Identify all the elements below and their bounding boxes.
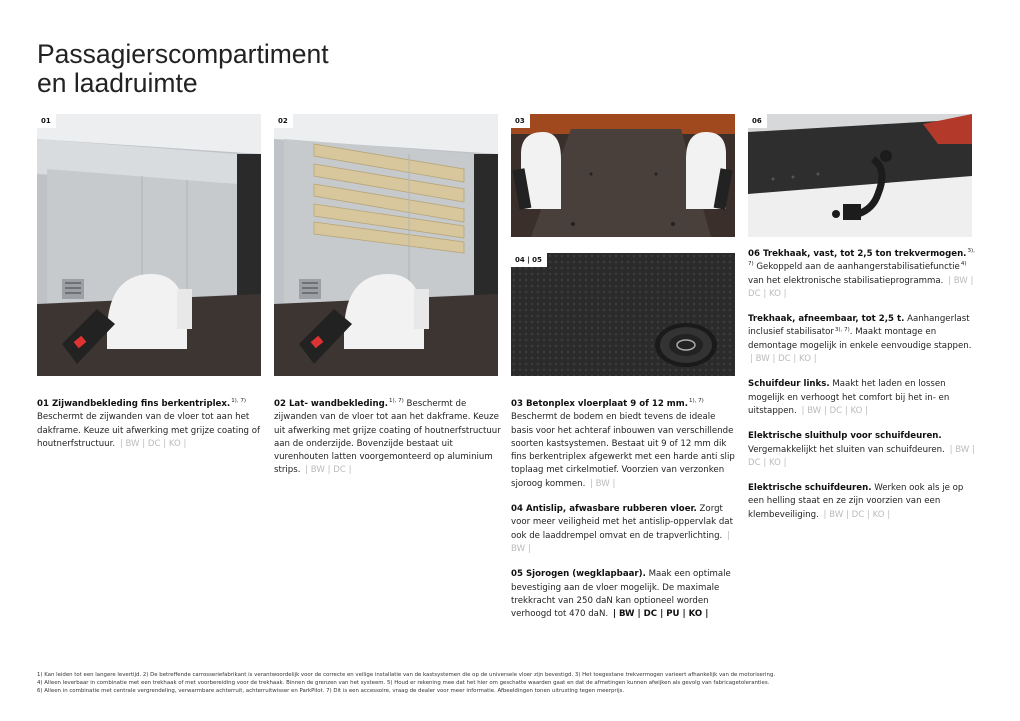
feature-body: Vergemakkelijkt het sluiten van schuifdeuren. [748,444,945,455]
model-codes: | BW | [590,478,616,489]
feature-body: Werken ook als je op een helling staat en ze zijn voorzien van een klembeveiliging. [748,483,964,520]
footnote-ref: 3), 7) [748,248,975,268]
model-codes: | BW | DC | KO | [748,444,975,468]
feature-heading: Elektrische sluithulp voor schuifdeuren. [748,431,942,442]
feature-body: Gekoppeld aan de aanhangerstabilisatiefunctie [756,262,960,273]
footnote-line: 1) Kan leiden tot een langere levertijd. 2) De betreffende carrosseriefabrikant is verantwoordelijk voor de correcte en veilige installatie van de kastsystemen die op de universele vloer zijn bevestigd. 3) Het toegestane trekvermogen varieert afhankelijk van de motorisering. [37,672,776,678]
footnote-line: 4) Alleen leverbaar in combinatie met een trekhaak of met voorbereiding voor de trekhaak. Binnen de grenzen van het systeem. 5) Houd er rekening mee dat het hier om geschatte waarden gaat en dat de afmetingen kunnen afwijken als gevolg van fabricagetoleranties. [37,680,770,686]
feature-body: Maakt het laden en lossen mogelijk en verhoogt het comfort bij het in- en uitstappen. [748,379,950,416]
photo-number-label: 04 | 05 [511,253,547,267]
feature-heading: 02 Lat- wandbekleding. [274,399,389,409]
feature-body-cont: van het elektronische stabilisatieprogramma. [748,275,944,286]
feature-heading: Schuifdeur links. [748,379,830,390]
footnote-ref: 1), 7) [389,398,404,405]
feature-detachable-hitch [748,313,976,366]
photo-number-label: 06 [748,114,767,128]
text-column-4 [748,248,976,534]
photo-number-label: 03 [511,114,530,128]
model-codes: | BW | [511,530,730,554]
feature-body: Aanhangerlast inclusief stabilisator [748,314,970,338]
footnote-ref: 1), 7) [231,398,246,405]
footnote-line: 6) Alleen in combinatie met centrale vergrendeling, verwarmbare achterruit, achterruitwisser en ParkPilot. 7) Dit is een accessoire, vraag de dealer voor meer informatie. Afbeeldingen tonen uitrusting tegen meerprijs. [37,688,625,694]
page-title [37,40,329,98]
footnote-ref: 1), 7) [688,398,704,405]
wall-panels-photo [37,114,261,376]
feature-body: Zorgt voor meer veiligheid met het antislip-oppervlak dat ook de laaddrempel omvat en de trapverlichting. [511,504,733,541]
feature-04 [511,503,739,556]
rubber-floor-photo [511,253,735,376]
feature-02 [274,398,502,478]
text-column-3 [511,398,739,633]
feature-01 [37,398,261,451]
tow-hitch-photo [748,114,972,237]
feature-electric-sliding-doors [748,482,976,522]
feature-heading: Trekhaak, afneembaar, tot 2,5 t. [748,314,905,325]
plywood-floor-photo [511,114,735,237]
feature-05 [511,568,739,621]
footnote-ref: 3), 7) [834,326,850,333]
model-codes: | BW | DC | PU | KO | [612,609,709,620]
feature-heading: 04 Antislip, afwasbare rubberen vloer. [511,504,697,515]
feature-heading: 06 Trekhaak, vast, tot 2,5 ton trekvermogen. [748,249,967,259]
feature-body: Beschermt de bodem en biedt tevens de ideale basis voor het achteraf inbouwen van verschillende soorten kastsystemen. Bestaat uit 9 of 12 mm dik fins berkentriplex afgewerkt met een harde anti slip toplaag met cirkelmotief. Voorzien van verzonken sjoroog kommen. [511,412,735,489]
feature-06 [748,248,976,301]
feature-heading: 01 Zijwandbekleding fins berkentriplex. [37,399,231,409]
model-codes: | BW | DC | KO | [823,509,891,520]
feature-heading: 05 Sjorogen (wegklapbaar). [511,569,646,580]
feature-sliding-door-left [748,378,976,418]
photo-number-label: 01 [37,114,56,128]
feature-body: Maak een optimale bevestiging aan de vloer mogelijk. De maximale trekkracht van 250 daN kan optioneel worden verhoogd tot 470 daN. [511,569,731,620]
feature-body-cont: . Maakt montage en demontage mogelijk in enkele eenvoudige stappen. [748,327,972,351]
feature-heading: Elektrische schuifdeuren. [748,483,872,494]
model-codes: | BW | DC | KO | [119,438,187,449]
feature-03 [511,398,739,491]
title-line-2: en laadruimte [37,68,198,98]
feature-body: Beschermt de zijwanden van de vloer tot aan het dakframe. Keuze uit afwerking met grijze coating of houtnerfstructuur aan de onderzijde. Bovenzijde bestaat uit vurenhouten latten voorgemonteerd op aluminium strips. [274,399,501,476]
feature-body: Beschermt de zijwanden van de vloer tot aan het dakframe. Keuze uit afwerking met grijze coating of houtnerfstructuur. [37,412,261,449]
model-codes: | BW | DC | KO | [750,354,817,365]
model-codes: | BW | DC | [305,465,352,476]
footnote-ref: 4) [960,261,967,268]
text-column-2 [274,398,502,490]
footnotes [37,671,997,695]
model-codes: | BW | DC | KO | [801,405,869,416]
photo-number-label: 02 [274,114,293,128]
text-column-1 [37,398,261,463]
feature-soft-close [748,430,976,470]
model-codes: | BW | DC | KO | [748,275,974,299]
title-line-1: Passagierscompartiment [37,39,329,69]
feature-heading: 03 Betonplex vloerplaat 9 of 12 mm. [511,399,688,409]
wood-slats-photo [274,114,498,376]
